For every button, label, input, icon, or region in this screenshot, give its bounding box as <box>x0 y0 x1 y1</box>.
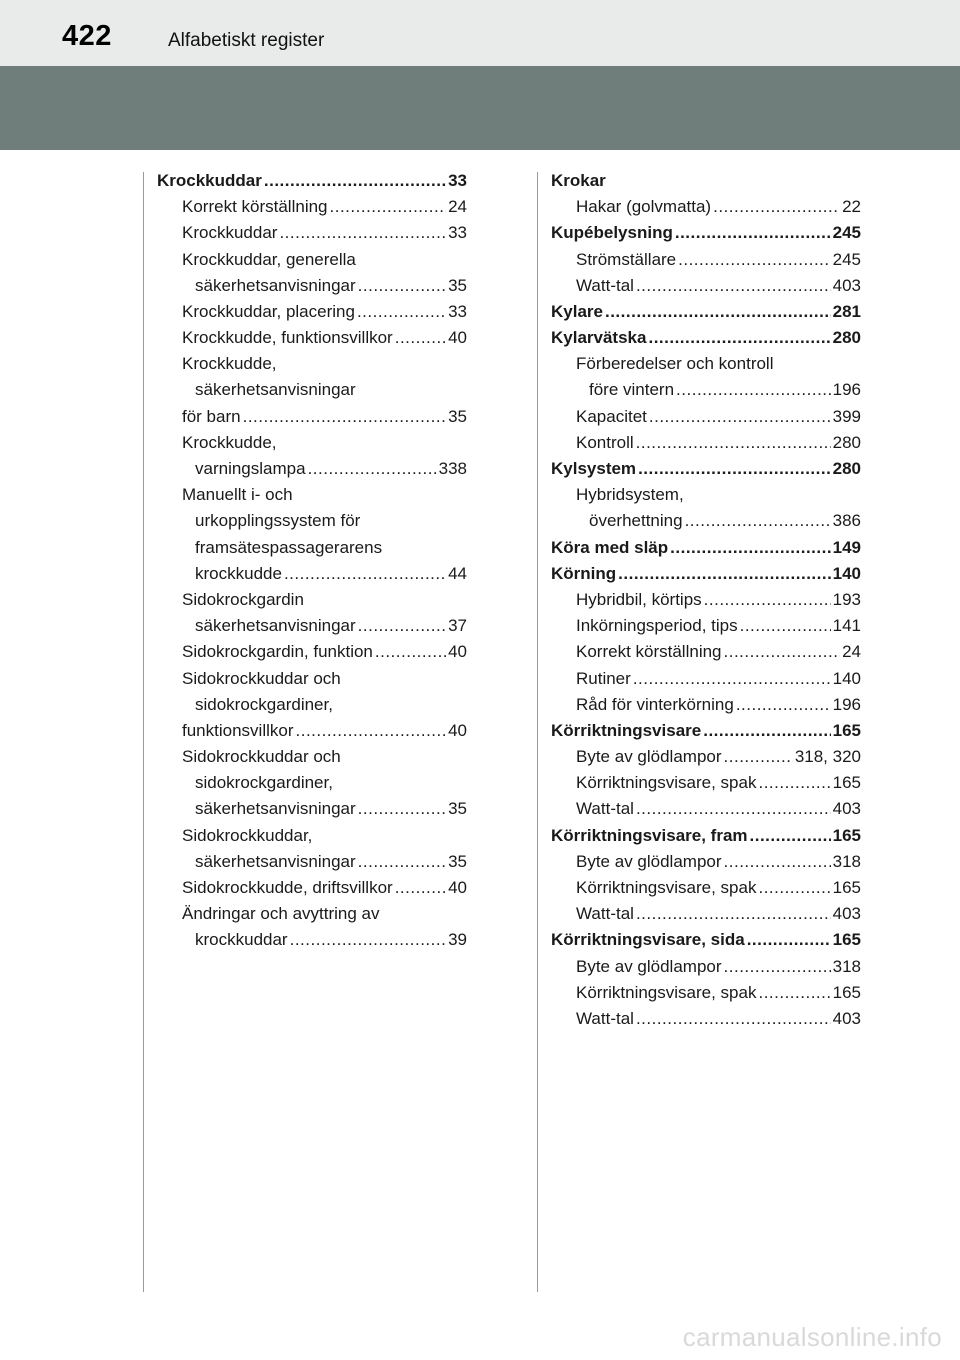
page-reference: 403 <box>832 1008 861 1028</box>
entry-text: för barn <box>182 406 241 426</box>
dot-leader <box>636 797 831 823</box>
index-column-left <box>157 168 467 954</box>
index-subentry <box>551 797 861 823</box>
entry-text: Förberedelser och kontroll <box>576 354 774 374</box>
entry-text: Kylare <box>551 301 603 321</box>
dot-leader <box>703 718 830 744</box>
dot-leader <box>290 927 446 953</box>
dot-leader <box>724 849 831 875</box>
index-subentry <box>157 378 467 404</box>
entry-text: krockkuddar <box>195 930 288 950</box>
index-subentry <box>551 247 861 273</box>
entry-text: Manuellt i- och <box>182 485 293 505</box>
page-reference: 280 <box>832 432 861 452</box>
index-subentry <box>157 613 467 639</box>
entry-text: Korrekt körställning <box>576 642 722 662</box>
index-subentry <box>551 954 861 980</box>
page-reference: 386 <box>832 511 861 531</box>
index-entry <box>551 927 861 953</box>
index-subentry <box>551 666 861 692</box>
index-entry <box>551 325 861 351</box>
index-subentry <box>157 194 467 220</box>
dot-leader <box>284 561 446 587</box>
index-subentry <box>157 561 467 587</box>
entry-text: Körning <box>551 563 617 583</box>
index-subentry <box>551 378 861 404</box>
dot-leader <box>296 718 447 744</box>
page-reference: 33 <box>448 301 467 321</box>
page-reference: 33 <box>448 170 467 190</box>
index-subentry <box>157 430 467 456</box>
entry-text: Kontroll <box>576 432 634 452</box>
entry-text: Sidokrockgardin <box>182 589 304 609</box>
entry-text: Råd för vinterkörning <box>576 694 734 714</box>
entry-text: krockkudde <box>195 563 282 583</box>
dot-leader <box>636 430 831 456</box>
dot-leader <box>675 220 831 246</box>
page-reference: 35 <box>448 851 467 871</box>
page-reference: 280 <box>832 328 861 348</box>
entry-text: Hybridbil, körtips <box>576 589 702 609</box>
entry-text: sidokrockgardiner, <box>195 694 333 714</box>
dot-leader <box>636 273 831 299</box>
index-subentry <box>157 456 467 482</box>
entry-text: Krockkuddar, placering <box>182 301 355 321</box>
entry-text: Hybridsystem, <box>576 485 684 505</box>
entry-text: Byte av glödlampor <box>576 851 722 871</box>
index-subentry <box>551 508 861 534</box>
index-subentry <box>157 273 467 299</box>
index-subentry <box>157 404 467 430</box>
page-reference: 40 <box>448 328 467 348</box>
entry-text: Watt-tal <box>576 904 634 924</box>
entry-text: Sidokrockkuddar, <box>182 825 313 845</box>
index-subentry <box>551 692 861 718</box>
dot-leader <box>638 456 831 482</box>
dot-leader <box>243 404 446 430</box>
page-reference: 39 <box>448 930 467 950</box>
dot-leader <box>747 927 831 953</box>
entry-text: Sidokrockgardin, funktion <box>182 642 373 662</box>
page-reference: 35 <box>448 406 467 426</box>
page-reference: 33 <box>448 223 467 243</box>
page-reference: 318 <box>832 956 861 976</box>
dot-leader <box>758 980 830 1006</box>
page-reference: 165 <box>832 825 861 845</box>
dot-leader <box>358 849 446 875</box>
entry-text: Sidokrockkuddar och <box>182 668 341 688</box>
dot-leader <box>618 561 830 587</box>
dot-leader <box>750 823 831 849</box>
dot-leader <box>605 299 831 325</box>
entry-text: Rutiner <box>576 668 631 688</box>
page-reference: 165 <box>832 982 861 1002</box>
index-subentry <box>157 482 467 508</box>
page-reference: 165 <box>832 878 861 898</box>
entry-text: Kylsystem <box>551 459 637 479</box>
dot-leader <box>358 613 446 639</box>
entry-text: säkerhetsanvisningar <box>195 380 356 400</box>
index-entry <box>551 456 861 482</box>
entry-text: säkerhetsanvisningar <box>195 851 356 871</box>
dot-leader <box>358 797 446 823</box>
entry-text: Krockkudde, <box>182 432 277 452</box>
entry-text: Sidokrockkuddar och <box>182 747 341 767</box>
entry-text: Strömställare <box>576 249 677 269</box>
index-subentry <box>157 823 467 849</box>
dot-leader <box>678 247 830 273</box>
entry-text: Körriktningsvisare, sida <box>551 930 745 950</box>
entry-text: urkopplingssystem för <box>195 511 361 531</box>
section-title: Alfabetiskt register <box>168 30 325 51</box>
entry-text: sidokrockgardiner, <box>195 773 333 793</box>
page-reference: 140 <box>832 668 861 688</box>
index-subentry <box>157 508 467 534</box>
page-number: 422 <box>62 20 112 52</box>
entry-text: Kapacitet <box>576 406 647 426</box>
entry-text: före vintern <box>589 380 675 400</box>
index-entry <box>551 561 861 587</box>
index-entry <box>551 718 861 744</box>
entry-text: Körriktningsvisare, spak <box>576 982 757 1002</box>
entry-text: Korrekt körställning <box>182 197 328 217</box>
index-column-right <box>551 168 861 1032</box>
entry-text: säkerhetsanvisningar <box>195 616 356 636</box>
index-subentry <box>157 927 467 953</box>
entry-text: Inkörningsperiod, tips <box>576 616 738 636</box>
index-subentry <box>157 535 467 561</box>
index-subentry <box>157 220 467 246</box>
entry-text: Krockkuddar <box>157 170 262 190</box>
page-reference: 193 <box>832 589 861 609</box>
entry-text: Krokar <box>551 170 606 190</box>
dot-leader <box>279 220 446 246</box>
column-divider-middle <box>537 172 538 1292</box>
index-entry <box>551 168 861 194</box>
index-subentry <box>157 744 467 770</box>
page-reference: 399 <box>832 406 861 426</box>
index-subentry <box>157 718 467 744</box>
entry-text: Körriktningsvisare, spak <box>576 878 757 898</box>
entry-text: Krockkuddar, generella <box>182 249 356 269</box>
dot-leader <box>758 770 830 796</box>
page-reference: 196 <box>832 380 861 400</box>
dot-leader <box>724 744 793 770</box>
dot-leader <box>648 325 830 351</box>
page-reference: 338 <box>438 459 467 479</box>
index-subentry <box>551 639 861 665</box>
index-subentry <box>157 849 467 875</box>
dot-leader <box>670 535 830 561</box>
index-subentry <box>551 1006 861 1032</box>
entry-text: framsätespassagerarens <box>195 537 383 557</box>
index-subentry <box>157 247 467 273</box>
dot-leader <box>636 901 831 927</box>
entry-text: Körriktningsvisare, fram <box>551 825 748 845</box>
dot-leader <box>395 325 446 351</box>
index-subentry <box>551 770 861 796</box>
page-reference: 165 <box>832 930 861 950</box>
index-entry <box>551 220 861 246</box>
page-reference: 245 <box>832 249 861 269</box>
index-subentry <box>157 692 467 718</box>
page-reference: 140 <box>832 563 861 583</box>
entry-text: Krockkudde, funktionsvillkor <box>182 328 393 348</box>
index-subentry <box>551 482 861 508</box>
page-reference: 165 <box>832 773 861 793</box>
index-subentry <box>551 273 861 299</box>
index-subentry <box>157 299 467 325</box>
entry-text: Körriktningsvisare <box>551 720 702 740</box>
entry-text: Hakar (golvmatta) <box>576 197 712 217</box>
entry-text: Kylarvätska <box>551 328 647 348</box>
page-reference: 40 <box>448 720 467 740</box>
page-reference: 403 <box>832 904 861 924</box>
index-entry <box>551 299 861 325</box>
page-reference: 37 <box>448 616 467 636</box>
dot-leader <box>724 954 831 980</box>
entry-text: Watt-tal <box>576 275 634 295</box>
dot-leader <box>330 194 447 220</box>
index-subentry <box>551 587 861 613</box>
page-header <box>0 0 960 66</box>
page-reference: 403 <box>832 275 861 295</box>
page-reference: 403 <box>832 799 861 819</box>
index-subentry <box>157 325 467 351</box>
entry-text: överhettning <box>589 511 683 531</box>
dot-leader <box>308 456 437 482</box>
entry-text: Körriktningsvisare, spak <box>576 773 757 793</box>
entry-text: Byte av glödlampor <box>576 747 722 767</box>
column-divider-left <box>143 172 144 1292</box>
index-subentry <box>157 666 467 692</box>
page-reference: 40 <box>448 878 467 898</box>
entry-text: funktionsvillkor <box>182 720 294 740</box>
dot-leader <box>395 875 446 901</box>
page-reference: 245 <box>832 223 861 243</box>
entry-text: Watt-tal <box>576 799 634 819</box>
entry-text: Krockkudde, <box>182 354 277 374</box>
index-subentry <box>551 613 861 639</box>
index-entry <box>157 168 467 194</box>
dot-leader <box>264 168 446 194</box>
index-subentry <box>551 351 861 377</box>
dot-leader <box>375 639 446 665</box>
dot-leader <box>358 273 446 299</box>
entry-text: Watt-tal <box>576 1008 634 1028</box>
page-reference: 281 <box>832 301 861 321</box>
entry-text: säkerhetsanvisningar <box>195 275 356 295</box>
entry-text: Krockkuddar <box>182 223 278 243</box>
index-subentry <box>157 770 467 796</box>
entry-text: Köra med släp <box>551 537 669 557</box>
entry-text: säkerhetsanvisningar <box>195 799 356 819</box>
page-reference: 35 <box>448 275 467 295</box>
index-entry <box>551 535 861 561</box>
page-reference: 44 <box>448 563 467 583</box>
header-band <box>0 66 960 150</box>
dot-leader <box>704 587 831 613</box>
dot-leader <box>636 1006 831 1032</box>
index-entry <box>551 823 861 849</box>
index-subentry <box>551 744 861 770</box>
index-subentry <box>157 797 467 823</box>
page-reference: 24 <box>448 197 467 217</box>
index-subentry <box>157 901 467 927</box>
index-subentry <box>551 901 861 927</box>
page-reference: 165 <box>832 720 861 740</box>
entry-text: Kupébelysning <box>551 223 673 243</box>
entry-text: Ändringar och avyttring av <box>182 904 380 924</box>
entry-text: Byte av glödlampor <box>576 956 722 976</box>
dot-leader <box>685 508 831 534</box>
page-reference: 35 <box>448 799 467 819</box>
index-subentry <box>551 194 861 220</box>
page-reference: 280 <box>832 459 861 479</box>
page-reference: 149 <box>832 537 861 557</box>
page-reference: 40 <box>448 642 467 662</box>
entry-text: varningslampa <box>195 459 306 479</box>
index-subentry <box>157 351 467 377</box>
dot-leader <box>357 299 446 325</box>
index-subentry <box>551 404 861 430</box>
index-subentry <box>551 980 861 1006</box>
index-subentry <box>157 587 467 613</box>
dot-leader <box>740 613 831 639</box>
dot-leader <box>758 875 830 901</box>
index-subentry <box>551 849 861 875</box>
index-subentry <box>157 639 467 665</box>
dot-leader <box>633 666 831 692</box>
page-reference: 24 <box>842 642 861 662</box>
dot-leader <box>676 378 831 404</box>
index-subentry <box>551 875 861 901</box>
index-subentry <box>157 875 467 901</box>
entry-text: Sidokrockkudde, driftsvillkor <box>182 878 393 898</box>
dot-leader <box>724 639 841 665</box>
dot-leader <box>649 404 831 430</box>
page-reference: 318 <box>832 851 861 871</box>
page-reference: 196 <box>832 694 861 714</box>
dot-leader <box>713 194 840 220</box>
watermark: carmanualsonline.info <box>682 1322 942 1352</box>
index-subentry <box>551 430 861 456</box>
page-reference: 141 <box>832 616 861 636</box>
page-reference: 318, 320 <box>794 747 861 767</box>
dot-leader <box>736 692 831 718</box>
page-reference: 22 <box>842 197 861 217</box>
